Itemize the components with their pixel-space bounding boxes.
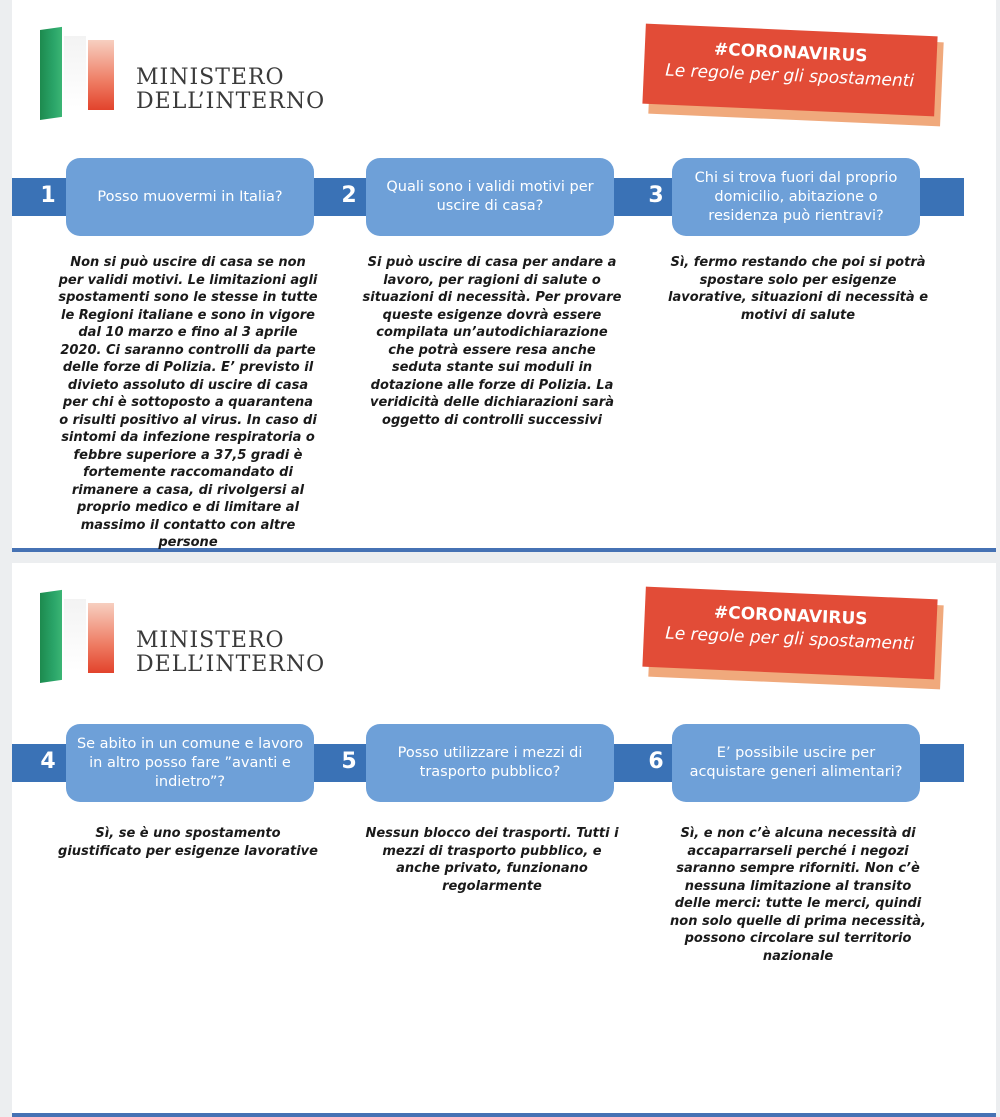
question-box-2 <box>366 158 614 236</box>
banner-box <box>642 24 937 117</box>
question-text-3: Chi si trova fuori dal proprio domicilio, abitazione o residenza può rientravi? <box>694 169 898 224</box>
ministry-name <box>136 66 325 114</box>
question-box-4 <box>66 724 314 802</box>
item-number-4: 4 <box>40 749 56 774</box>
answer-text-2: Si può uscire di casa per andare a lavoro, per ragioni di salute o situazioni di necessità. Per provare queste esigenze dovrà essere compilata un’autodichiarazione che potrà essere resa anche seduta stante sui moduli in dotazione alle forze di Polizia. La veridicità delle dichiarazioni sarà oggetto di controlli successivi <box>362 255 622 428</box>
item-number-5: 5 <box>341 749 357 774</box>
item-number-3: 3 <box>648 183 664 208</box>
ministry-name <box>136 629 325 677</box>
item-number-2: 2 <box>341 183 357 208</box>
question-text-4: Se abito in un comune e lavoro in altro posso fare ”avanti e indietro”? <box>76 735 304 790</box>
question-text-1: Posso muovermi in Italia? <box>97 188 283 205</box>
ministry-logo <box>40 30 360 130</box>
ministry-name-line1: MINISTERO <box>136 628 285 653</box>
question-text-5: Posso utilizzare i mezzi di trasporto pubblico? <box>397 745 583 780</box>
banner-subtitle: Le regole per gli spostamenti <box>664 623 915 655</box>
answer-text-5: Nessun blocco dei trasporti. Tutti i mezzi di trasporto pubblico, e anche privato, funzionano regolarmente <box>365 826 619 894</box>
question-box-6 <box>672 724 920 802</box>
ministry-name-line2: DELL’INTERNO <box>136 89 326 114</box>
coronavirus-banner <box>644 30 946 122</box>
answer-text-6: Sì, e non c’è alcuna necessità di accaparrarseli perché i negozi saranno sempre riforniti. Non c’è nessuna limitazione al transito delle merci: tutte le merci, quindi non solo quelle di prima necessità, possono circolare sul territorio nazionale <box>670 826 926 964</box>
ministry-name-line1: MINISTERO <box>136 65 285 90</box>
banner-title: #CORONAVIRUS <box>713 39 868 67</box>
coronavirus-banner <box>644 593 946 685</box>
banner-box <box>642 587 937 680</box>
question-text-6: E’ possibile uscire per acquistare generi alimentari? <box>689 745 903 780</box>
slide-page-2 <box>12 563 996 1117</box>
ministry-name-line2: DELL’INTERNO <box>136 652 326 677</box>
answer-text-3: Sì, fermo restando che poi si potrà spostare solo per esigenze lavorative, situazioni di necessità e motivi di salute <box>668 255 929 323</box>
flag-green-stripe <box>40 590 62 683</box>
ministry-logo <box>40 593 360 693</box>
banner-subtitle: Le regole per gli spostamenti <box>664 60 915 92</box>
flag-red-stripe <box>88 40 114 110</box>
flag-green-stripe <box>40 27 62 120</box>
flag-red-stripe <box>88 603 114 673</box>
answer-text-4: Sì, se è uno spostamento giustificato per esigenze lavorative <box>58 826 318 859</box>
flag-white-stripe <box>64 36 86 108</box>
answer-text-1: Non si può uscire di casa se non per validi motivi. Le limitazioni agli spostamenti sono le stesse in tutte le Regioni italiane e sono in vigore dal 10 marzo e fino al 3 aprile 2020. Ci saranno controlli da parte delle forze di Polizia. E’ previsto il divieto assoluto di uscire di casa per chi è sottoposto a quarantena o risulti positivo al virus. In caso di sintomi da infezione respiratoria o febbre superiore a 37,5 gradi è fortemente raccomandato di rimanere a casa, di rivolgersi al proprio medico e di limitare al massimo il contatto con altre persone <box>58 255 318 550</box>
question-box-1 <box>66 158 314 236</box>
flag-white-stripe <box>64 599 86 671</box>
item-number-6: 6 <box>648 749 664 774</box>
question-text-2: Quali sono i validi motivi per uscire di casa? <box>386 179 594 214</box>
slide-page-1 <box>12 0 996 552</box>
banner-title: #CORONAVIRUS <box>713 602 868 630</box>
question-box-5 <box>366 724 614 802</box>
item-number-1: 1 <box>40 183 56 208</box>
question-box-3 <box>672 158 920 236</box>
